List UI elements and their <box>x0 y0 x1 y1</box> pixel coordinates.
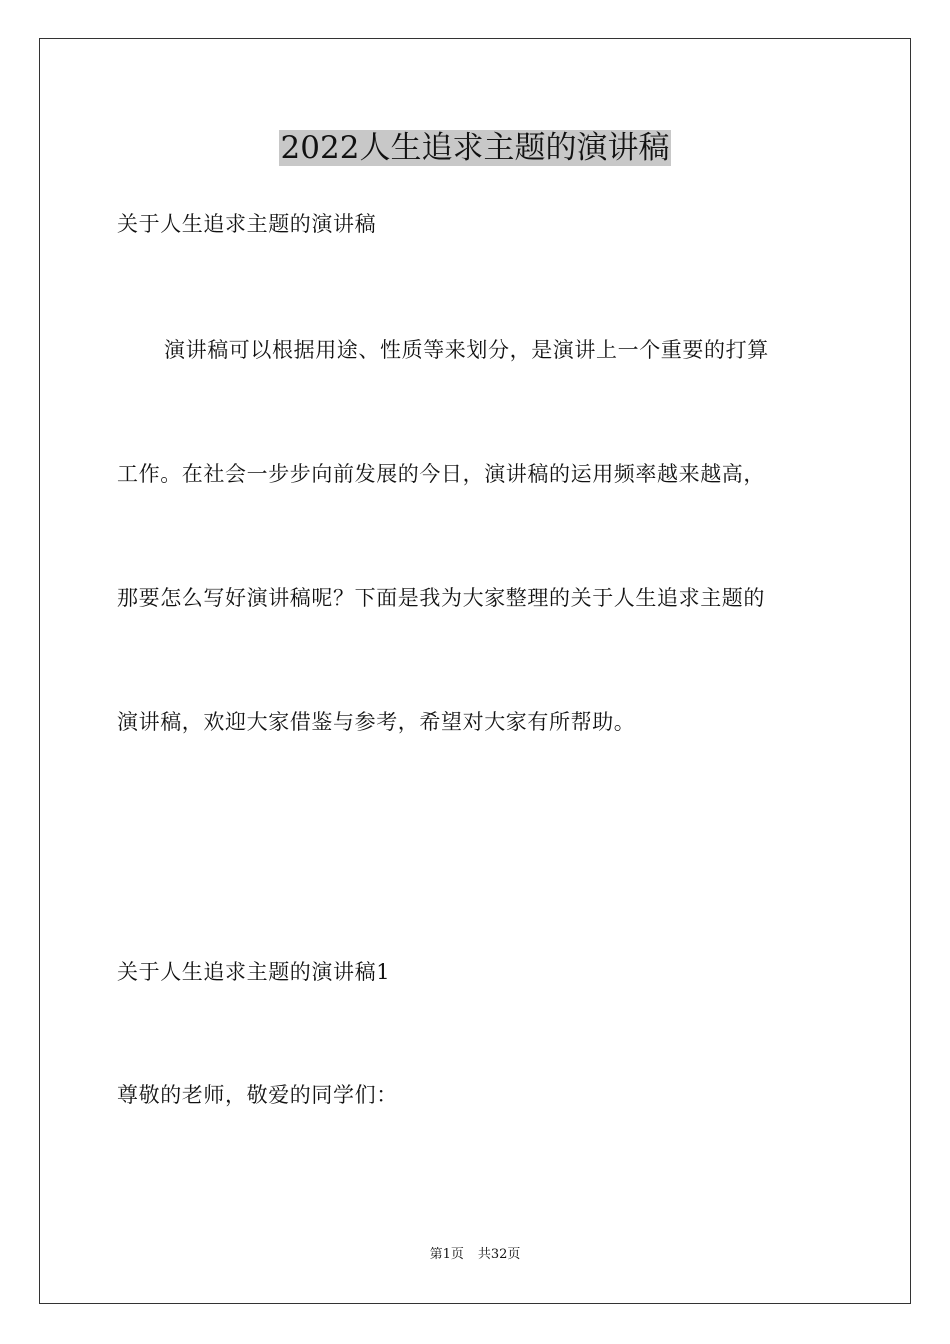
intro-line-2: 工作。在社会一步步向前发展的今日，演讲稿的运用频率越来越高， <box>117 462 765 486</box>
document-title <box>0 128 950 168</box>
section-heading: 关于人生追求主题的演讲稿1 <box>117 960 391 984</box>
page-total: 共32页 <box>477 1247 521 1262</box>
intro-line-4: 演讲稿，欢迎大家借鉴与参考，希望对大家有所帮助。 <box>117 710 636 734</box>
page-number: 第1页 <box>429 1247 464 1262</box>
intro-line-3: 那要怎么写好演讲稿呢？下面是我为大家整理的关于人生追求主题的 <box>117 586 765 610</box>
intro-line-1: 演讲稿可以根据用途、性质等来划分，是演讲上一个重要的打算 <box>164 338 769 362</box>
salutation: 尊敬的老师，敬爱的同学们： <box>117 1083 398 1107</box>
document-title-text: 2022人生追求主题的演讲稿 <box>280 130 670 166</box>
document-subtitle: 关于人生追求主题的演讲稿 <box>117 212 377 236</box>
page-footer <box>0 1246 950 1264</box>
